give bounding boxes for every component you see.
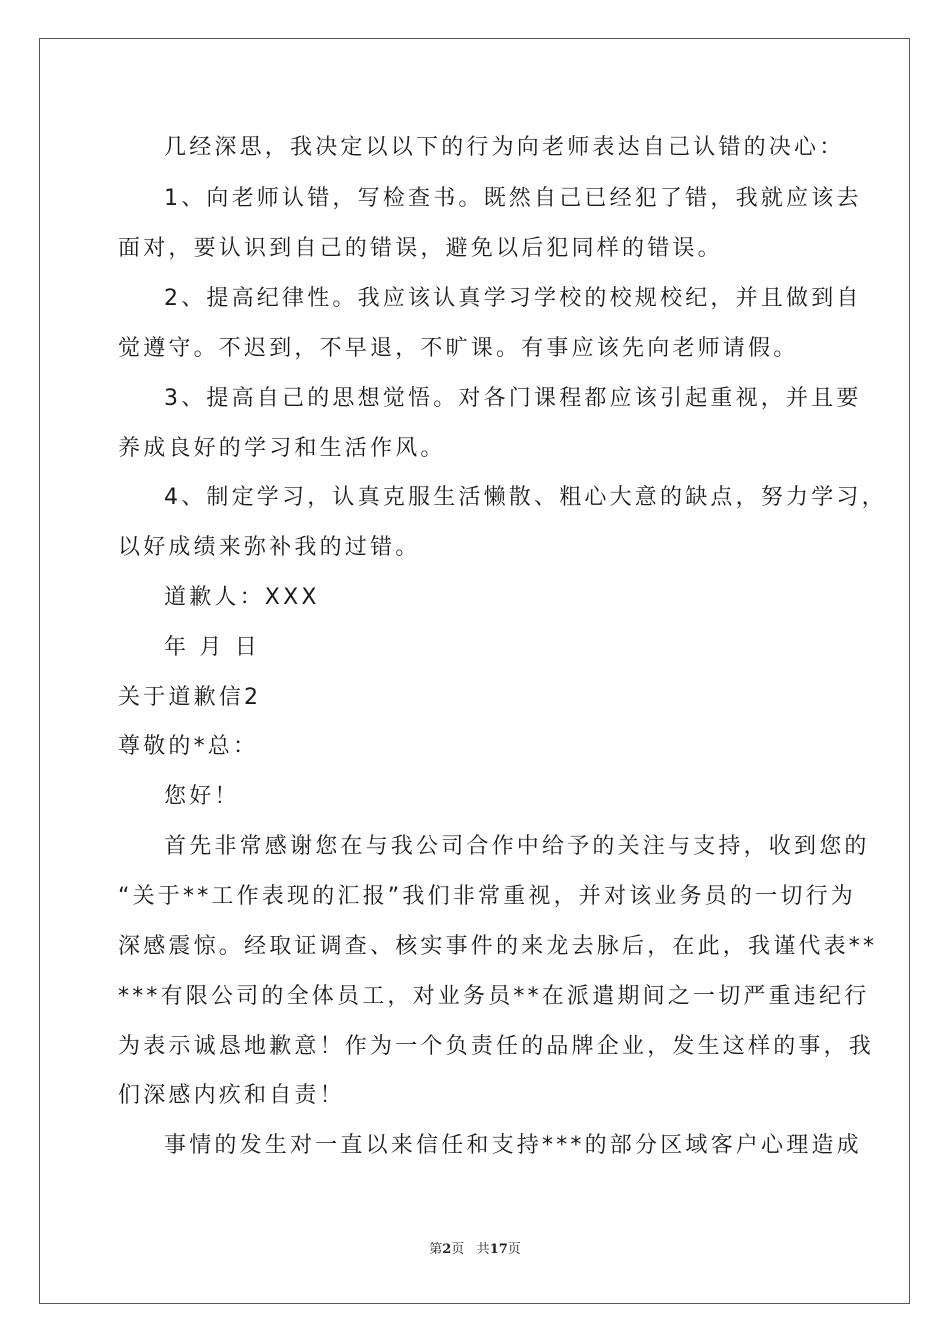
date-line: 年 月 日 <box>164 635 260 660</box>
paragraph-line: 们深感内疚和自责！ <box>118 1083 345 1108</box>
paragraph-line: “关于**工作表现的汇报”我们非常重视，并对该业务员的一切行为 <box>118 884 856 909</box>
signature-line: 道歉人：XXX <box>164 585 320 610</box>
paragraph-line: 几经深思，我决定以以下的行为向老师表达自己认错的决心： <box>164 135 845 160</box>
paragraph-line: 觉遵守。不迟到，不早退，不旷课。有事应该先向老师请假。 <box>118 336 799 361</box>
page-footer <box>0 1238 950 1257</box>
paragraph-line: 4、制定学习，认真克服生活懒散、粗心大意的缺点，努力学习， <box>164 485 887 510</box>
footer-total-number: 17 <box>489 1242 508 1257</box>
paragraph-line: 面对，要认识到自己的错误，避免以后犯同样的错误。 <box>118 236 723 261</box>
paragraph-line: 为表示诚恳地歉意！作为一个负责任的品牌企业，发生这样的事，我 <box>118 1034 875 1059</box>
paragraph-line: 首先非常感谢您在与我公司合作中给予的关注与支持，收到您的 <box>164 834 870 859</box>
paragraph-line: 以好成绩来弥补我的过错。 <box>118 535 421 560</box>
footer-page-number: 2 <box>442 1242 452 1257</box>
paragraph-line: 深感震惊。经取证调查、核实事件的来龙去脉后，在此，我谨代表** <box>118 934 878 959</box>
footer-total-unit: 页 <box>507 1242 521 1257</box>
footer-page-prefix: 第 <box>429 1242 443 1257</box>
paragraph-line: 1、向老师认错，写检查书。既然自己已经犯了错，我就应该去 <box>164 186 862 211</box>
section-title: 关于道歉信2 <box>118 685 262 710</box>
paragraph-line: 3、提高自己的思想觉悟。对各门课程都应该引起重视，并且要 <box>164 386 862 411</box>
footer-page-unit: 页 <box>451 1242 465 1257</box>
paragraph-line: 2、提高纪律性。我应该认真学习学校的校规校纪，并且做到自 <box>164 286 862 311</box>
salutation: 尊敬的*总： <box>118 734 259 759</box>
paragraph-line: ***有限公司的全体员工，对业务员**在派遣期间之一切严重违纪行 <box>118 984 870 1009</box>
paragraph-line: 事情的发生对一直以来信任和支持***的部分区域客户心理造成 <box>164 1133 862 1158</box>
footer-total-prefix: 共 <box>476 1242 490 1257</box>
paragraph-line: 养成良好的学习和生活作风。 <box>118 436 446 461</box>
greeting: 您好！ <box>164 784 240 809</box>
